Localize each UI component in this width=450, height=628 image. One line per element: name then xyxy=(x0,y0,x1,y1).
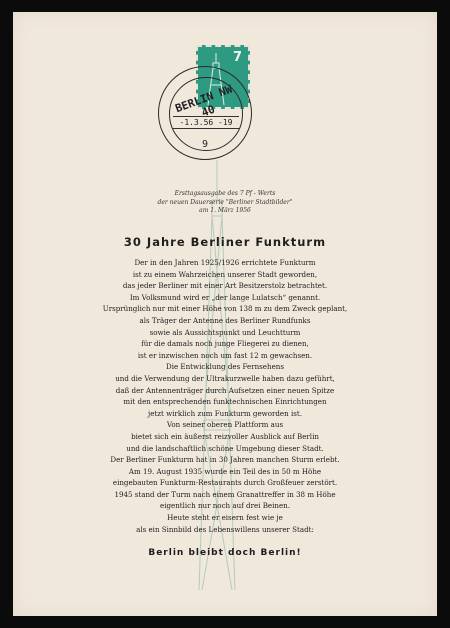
body-line: Von seiner oberen Plattform aus xyxy=(166,420,284,430)
body-line: Im Volksmund wird er „der lange Lulatsch“ genannt. xyxy=(129,292,321,302)
stamp-value: 7 xyxy=(232,50,242,65)
issue-note xyxy=(0,190,450,216)
body-line: als Träger der Antenne des Berliner Rundfunks xyxy=(139,315,311,325)
body-line: daß der Antennenträger durch Aufsetzen einer neuen Spitze xyxy=(115,385,335,395)
issue-note-line: Ersttagsausgabe des 7 Pf - Werts xyxy=(174,190,276,197)
body-line: Ursprünglich nur mit einer Höhe von 138 m zu dem Zweck geplant, xyxy=(102,304,348,314)
body-line: Am 19. August 1935 wurde ein Teil des in 50 m Höhe xyxy=(128,466,322,476)
body-line: eingebauten Funkturm-Restaurants durch Großfeuer zerstört. xyxy=(112,478,338,488)
body-line: und die Verwendung der Ultrakurzwelle haben dazu geführt, xyxy=(115,373,335,383)
closing-line: Berlin bleibt doch Berlin! xyxy=(148,548,302,558)
issue-note-line: der neuen Dauerserie "Berliner Stadtbilder" xyxy=(157,198,293,206)
body-line: das jeder Berliner mit einer Art Besitzerstolz betrachtet. xyxy=(122,281,328,291)
postmark-city: BERLIN NW 40 xyxy=(173,82,234,120)
body-line: eigentlich nur noch auf drei Beinen. xyxy=(160,501,290,511)
postmark-number: 9 xyxy=(201,139,209,150)
body-line: und die landschaftlich schöne Umgebung dieser Stadt. xyxy=(126,443,324,453)
body-line: als ein Sinnbild des Lebenswillens unserer Stadt: xyxy=(136,524,314,534)
postmark-date: -1.3.56 -19 xyxy=(173,116,239,129)
body-line: jetzt wirklich zum Funkturm geworden ist. xyxy=(148,408,302,418)
body-line: Der in den Jahren 1925/1926 errichtete Funkturm xyxy=(134,258,316,267)
body-line: 1945 stand der Turm nach einem Granattreffer in 38 m Höhe xyxy=(114,489,336,499)
body-line: mit den entsprechenden funktechnischen Einrichtungen xyxy=(123,397,327,407)
body-line: Der Berliner Funkturm hat in 30 Jahren manchen Sturm erlebt. xyxy=(110,455,340,465)
body-line: ist er inzwischen noch um fast 12 m gewachsen. xyxy=(137,350,313,360)
body-line: Heute steht er eisern fest wie je xyxy=(167,513,283,523)
body-line: ist zu einem Wahrzeichen unserer Stadt geworden, xyxy=(132,269,318,279)
page-title: 30 Jahre Berliner Funkturm xyxy=(123,235,327,249)
body-line: für die damals noch junge Fliegerei zu dienen, xyxy=(141,339,309,349)
postmark xyxy=(158,66,252,160)
body-text xyxy=(0,257,450,535)
body-line: sowie als Aussichtspunkt und Leuchtturm xyxy=(149,327,301,337)
body-line: Die Entwicklung des Fernsehens xyxy=(166,362,284,372)
body-line: bietet sich ein äußerst reizvoller Ausblick auf Berlin xyxy=(131,431,319,441)
issue-note-line: am 1. März 1956 xyxy=(199,207,251,214)
